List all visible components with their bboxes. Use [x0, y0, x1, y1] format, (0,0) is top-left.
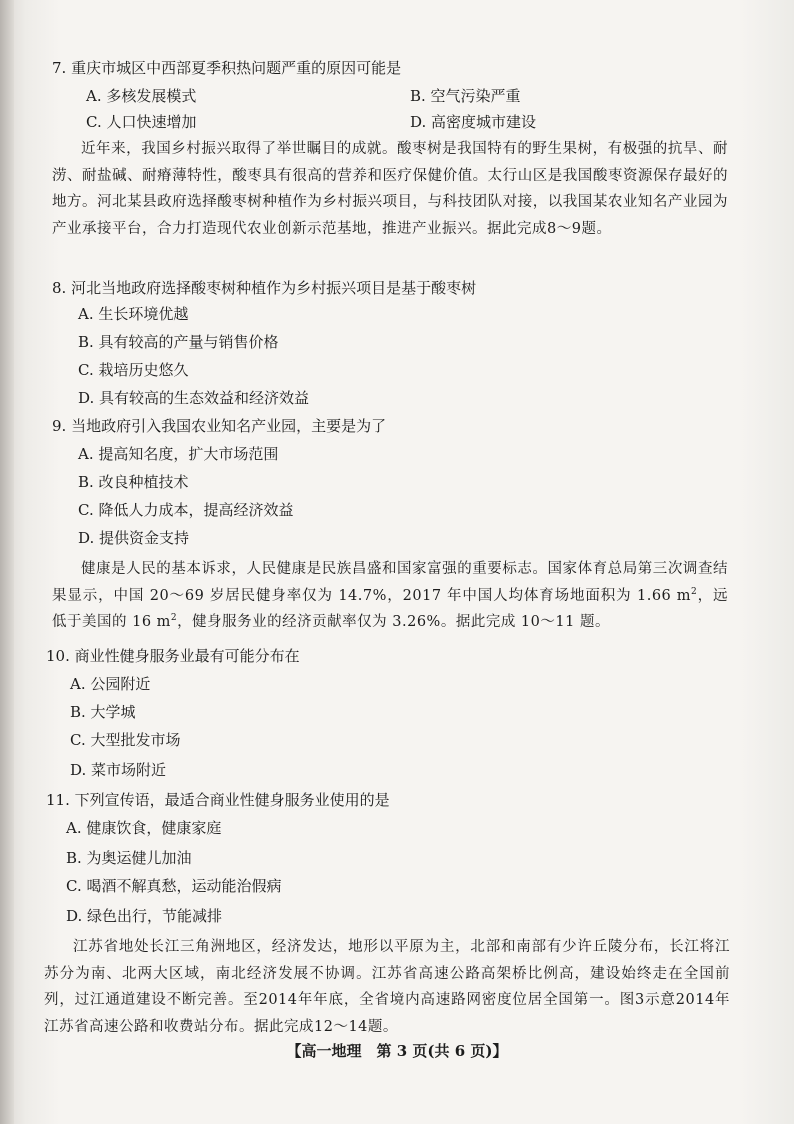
- question-7-option-a: A. 多核发展模式: [86, 87, 197, 105]
- question-10-stem: 10. 商业性健身服务业最有可能分布在: [46, 647, 300, 665]
- question-7-option-b: B. 空气污染严重: [410, 87, 521, 105]
- question-7-stem: 7. 重庆市城区中西部夏季积热问题严重的原因可能是: [52, 59, 402, 77]
- question-9-option-c: C. 降低人力成本，提高经济效益: [78, 501, 294, 519]
- question-9-option-b: B. 改良种植技术: [78, 473, 189, 491]
- scan-edge-shadow: [0, 0, 14, 1124]
- question-9-option-d: D. 提供资金支持: [78, 529, 190, 547]
- superscript-2: 2: [170, 613, 178, 624]
- question-8-option-b: B. 具有较高的产量与销售价格: [78, 333, 279, 351]
- question-11-stem: 11. 下列宣传语，最适合商业性健身服务业使用的是: [46, 791, 390, 809]
- page-footer: 【高一地理 第 3 页(共 6 页)】: [286, 1042, 508, 1060]
- superscript-2: 2: [691, 586, 698, 597]
- passage-health-part1: 健康是人民的基本诉求，人民健康是民族昌盛和国家富强的重要标志。国家体育总局第三次调查结果显示，中国 20～69 岁居民健身率仅为 14.7%，2017 年中国人均体育场地面积为 1.66 m: [52, 561, 728, 604]
- passage-health: [52, 556, 728, 636]
- passage-jujube: 近年来，我国乡村振兴取得了举世瞩目的成就。酸枣树是我国特有的野生果树，有极强的抗旱、耐涝、耐盐碱、耐瘠薄特性，酸枣具有很高的营养和医疗保健价值。太行山区是我国酸枣资源保存最好的地方。河北某县政府选择酸枣树种植作为乡村振兴项目，与科技团队对接，以我国某农业知名产业园为产业承接平台，合力打造现代农业创新示范基地，推进产业振兴。据此完成8～9题。: [52, 141, 728, 237]
- question-10-option-c: C. 大型批发市场: [70, 731, 181, 749]
- question-11-option-a: A. 健康饮食，健康家庭: [66, 819, 222, 837]
- question-11-option-d: D. 绿色出行，节能减排: [66, 907, 223, 925]
- passage-health-part2: ，远低于美国的 16 m: [52, 587, 728, 630]
- question-10-option-b: B. 大学城: [70, 703, 136, 721]
- passage-health-part3: ，健身服务业的经济贡献率仅为 3.26%。据此完成 10～11 题。: [177, 614, 610, 630]
- question-7-option-d: D. 高密度城市建设: [410, 113, 537, 131]
- question-8-option-a: A. 生长环境优越: [78, 305, 189, 323]
- question-7-option-c: C. 人口快速增加: [86, 113, 197, 131]
- question-10-option-a: A. 公园附近: [70, 675, 151, 693]
- question-10-option-d: D. 菜市场附近: [70, 761, 167, 779]
- question-8-option-d: D. 具有较高的生态效益和经济效益: [78, 389, 310, 407]
- passage-jiangsu: 江苏省地处长江三角洲地区，经济发达，地形以平原为主，北部和南部有少许丘陵分布，长江将江苏分为南、北两大区域，南北经济发展不协调。江苏省高速公路高架桥比例高，建设始终走在全国前列，过江通道建设不断完善。至2014年年底，全省境内高速路网密度位居全国第一。图3示意2014年江苏省高速公路和收费站分布。据此完成12～14题。: [44, 939, 730, 1035]
- question-9-option-a: A. 提高知名度，扩大市场范围: [78, 445, 279, 463]
- question-9-stem: 9. 当地政府引入我国农业知名产业园，主要是为了: [52, 417, 387, 435]
- question-8-option-c: C. 栽培历史悠久: [78, 361, 189, 379]
- question-11-option-b: B. 为奥运健儿加油: [66, 849, 192, 867]
- question-11-option-c: C. 喝酒不解真愁，运动能治假病: [66, 877, 282, 895]
- question-8-stem: 8. 河北当地政府选择酸枣树种植作为乡村振兴项目是基于酸枣树: [52, 279, 477, 297]
